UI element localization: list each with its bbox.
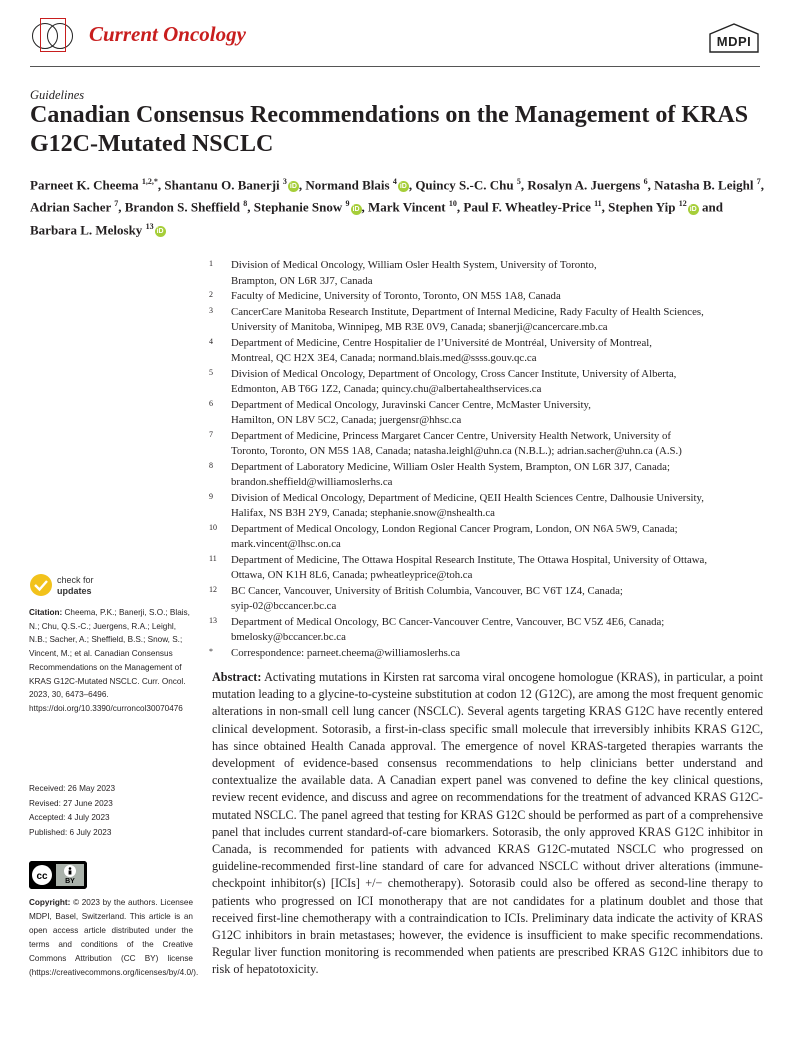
abstract-label: Abstract: [212, 670, 262, 684]
affiliation-line: Department of Laboratory Medicine, William Osler Health System, Brampton, ON L6R 3J7, Canada; [231, 460, 670, 473]
check-label-bottom: updates [57, 586, 92, 596]
affiliation-item [209, 258, 769, 289]
affiliation-line: Edmonton, AB T6G 1Z2, Canada; quincy.chu@albertahealthservices.ca [231, 383, 542, 395]
citation-label: Citation: [29, 608, 63, 617]
affiliation-number: 12 [209, 584, 217, 594]
affiliation-item [209, 398, 769, 429]
abstract-body: Activating mutations in Kirsten rat sarcoma viral oncogene homologue (KRAS), in particular, a point mutation leading to a glycine-to-cysteine substitution at codon 12 (G12C), are among the most frequent genomic alterations in non-small cell lung cancer (NSCLC). Several agents targeting KRAS G12C have recently entered clinical development. Sotorasib, a first-in-class specific small molecule that irreversibly inhibits KRAS G12C, has since obtained Health Canada approval. The emergence of novel KRAS-targeted therapies warrants the development of evidence-based consensus recommendations to help clinicians better understand and contextualize the available data. A Canadian expert panel was convened to define the key clinical questions, review recent evidence, and discuss and agree on recommendations for the treatment of advanced KRAS G12C-mutated NSCLC. The panel agreed that testing for KRAS G12C should be performed as part of a comprehensive panel that includes current standard-of-care biomarkers. Sotorasib, the only approved KRAS G12C inhibitor in Canada, is recommended for patients with advanced KRAS G12C-mutated NSCLC who progressed on guideline-recommended first-line standard of care for advanced NSCLC without driver alterations (immune-checkpoint inhibitor(s) [ICIs] +/− chemotherapy). Sotorasib could also be offered as second-line therapy to patients who progressed on ICI monotherapy that are not candidates for a platinum doublet and those that received first-line chemotherapy with a contraindication to ICIs. Preliminary data indicate the activity of KRAS G12C inhibitors in brain metastases; however, the evidence is insufficient to make specific recommendations. Regular liver function monitoring is recommended when patients are prescribed KRAS G12C inhibitors due to risk of hepatotoxicity. [212, 670, 763, 977]
affiliations [209, 258, 769, 661]
affiliation-item [209, 460, 769, 491]
author-affiliation-marker: 8 [243, 199, 248, 209]
cc-by-label: BY [65, 878, 75, 885]
orcid-icon[interactable]: iD [399, 183, 407, 191]
affiliation-line: Montreal, QC H2X 3E4, Canada; normand.blais.med@ssss.gouv.qc.ca [231, 352, 537, 364]
affiliation-number: 1 [209, 259, 213, 268]
affiliation-number: * [209, 646, 213, 656]
header-divider [30, 66, 760, 67]
author-name[interactable]: Adrian Sacher [30, 199, 112, 215]
affiliation-number: 11 [209, 553, 217, 563]
affiliation-item [209, 429, 769, 460]
author-list [30, 172, 770, 239]
affiliation-line: Department of Medicine, Princess Margaret Cancer Centre, University Health Network, University of [231, 429, 671, 442]
copyright-text: © 2023 by the authors. Licensee MDPI, Basel, Switzerland. This article is an open access article distributed under the terms and conditions of the Creative Commons Attribution (CC BY) license (https://creativecommons.org/licenses/by/4.0/). [29, 898, 199, 978]
affiliation-number: 7 [209, 429, 213, 439]
author-affiliation-marker: 12 [678, 199, 687, 209]
affiliation-line: Brampton, ON L6R 3J7, Canada [231, 274, 373, 287]
author-name[interactable]: Shantanu O. Banerji [164, 177, 280, 193]
affiliation-line: BC Cancer, Vancouver, University of British Columbia, Vancouver, BC V6T 1Z4, Canada; [231, 584, 623, 597]
mdpi-logo-label: MDPI [716, 34, 752, 49]
author-name[interactable]: Mark Vincent [368, 199, 446, 215]
author-separator: , [298, 177, 306, 193]
author-name[interactable]: Brandon S. Sheffield [124, 199, 240, 215]
author-affiliation-marker: 6 [643, 177, 648, 186]
author-affiliation-marker: 13 [145, 221, 154, 231]
orcid-icon[interactable]: iD [689, 205, 697, 213]
author-affiliation-marker: 9 [345, 199, 350, 209]
affiliation-line: Division of Medical Oncology, Department of Medicine, QEII Health Sciences Centre, Dalhousie University, [231, 491, 704, 504]
affiliation-number: 13 [209, 615, 217, 625]
author-affiliation-marker: 7 [756, 177, 761, 186]
author-affiliation-marker: 5 [516, 177, 521, 186]
affiliation-number: 10 [209, 522, 217, 532]
author-name[interactable]: Paul F. Wheatley-Price [463, 199, 591, 215]
mdpi-logo[interactable] [706, 22, 762, 56]
citation-block [29, 606, 193, 716]
author-affiliation-marker: 4 [392, 177, 397, 186]
received-date: Received: 26 May 2023 [29, 784, 116, 793]
orcid-icon[interactable]: iD [289, 183, 297, 191]
check-for-updates-icon [29, 573, 53, 597]
affiliation-line: brandon.sheffield@williamoslerhs.ca [231, 476, 393, 488]
affiliation-item [209, 289, 769, 305]
author-affiliation-marker: 3 [282, 177, 287, 186]
author-affiliation-marker: 11 [594, 199, 602, 209]
orcid-icon[interactable]: iD [156, 227, 164, 235]
author-affiliation-marker: 10 [448, 199, 457, 209]
affiliation-line: University of Manitoba, Winnipeg, MB R3E 0V9, Canada; sbanerji@cancercare.mb.ca [231, 321, 608, 333]
author-name[interactable]: Barbara L. Melosky [30, 221, 143, 237]
affiliation-number: 2 [209, 290, 213, 299]
affiliation-line: Correspondence: parneet.cheema@williamoslerhs.ca [231, 646, 461, 659]
copyright-block [29, 896, 199, 981]
affiliation-line: Department of Medical Oncology, London Regional Cancer Program, London, ON N6A 5W9, Canada; [231, 522, 678, 535]
accepted-date: Accepted: 4 July 2023 [29, 813, 110, 822]
author-separator: , [647, 177, 655, 193]
author-name[interactable]: Stephanie Snow [253, 199, 343, 215]
affiliation-line: Toronto, Toronto, ON M5S 1A8, Canada; natasha.leighl@uhn.ca (N.B.L.); adrian.sacher@uhn.ca (A.S.) [231, 445, 682, 457]
affiliation-item [209, 367, 769, 398]
affiliation-line: Department of Medical Oncology, Juravinski Cancer Centre, McMaster University, [231, 398, 591, 411]
author-separator: , [456, 199, 464, 215]
affiliation-number: 6 [209, 398, 213, 408]
cc-by-license-badge[interactable] [29, 861, 87, 889]
author-separator: , [118, 199, 125, 215]
article-title: Canadian Consensus Recommendations on the Management of KRAS G12C-Mutated NSCLC [30, 102, 749, 157]
affiliation-number: 4 [209, 336, 213, 346]
affiliation-line: Ottawa, ON K1H 8L6, Canada; pwheatleyprice@toh.ca [231, 569, 473, 581]
affiliation-item [209, 553, 769, 584]
author-separator: , [520, 177, 528, 193]
author-name[interactable]: Parneet K. Cheema [30, 177, 139, 193]
published-date: Published: 6 July 2023 [29, 827, 112, 837]
author-separator: , [601, 199, 609, 215]
revised-date: Revised: 27 June 2023 [29, 798, 113, 808]
author-separator: , [361, 199, 368, 215]
affiliation-number: 8 [209, 460, 213, 470]
affiliation-line: Department of Medicine, The Ottawa Hospital Research Institute, The Ottawa Hospital, University of Ottawa, [231, 553, 708, 566]
check-for-updates-button[interactable] [29, 573, 149, 603]
affiliation-line: Department of Medicine, Centre Hospitalier de l’Université de Montréal, University of Montreal, [231, 336, 652, 349]
check-label-top: check for [57, 575, 94, 585]
affiliation-item [209, 491, 769, 522]
article-type: Guidelines [30, 88, 85, 102]
journal-logo [30, 18, 76, 54]
affiliation-item [209, 615, 769, 646]
journal-name[interactable]: Current Oncology [89, 22, 246, 46]
affiliation-item [209, 336, 769, 367]
affiliation-line: Halifax, NS B3H 2Y9, Canada; stephanie.snow@nshealth.ca [231, 507, 495, 519]
affiliation-item [209, 522, 769, 553]
affiliation-line: Division of Medical Oncology, Department of Oncology, Cross Cancer Institute, University of Alberta, [231, 367, 677, 380]
affiliation-item [209, 646, 769, 662]
citation-text: Cheema, P.K.; Banerji, S.O.; Blais, N.; Chu, Q.S.-C.; Juergens, R.A.; Leighl, N.B.; Sacher, A.; Sheffield, B.S.; Snow, S.; Vincent, M.; et al. Canadian Consensus Recommendations on the Management of KRAS G12C-Mutated NSCLC. Curr. Oncol. 2023, 30, 6473–6496. https://doi.org/10.3390/curroncol30070476 [29, 608, 190, 713]
author-name[interactable]: Natasha B. Leighl [654, 177, 754, 193]
abstract [212, 669, 763, 979]
author-affiliation-marker: 1,2,* [141, 177, 158, 186]
author-name[interactable]: Quincy S.-C. Chu [415, 177, 514, 193]
affiliation-line: bmelosky@bccancer.bc.ca [231, 631, 346, 643]
affiliation-number: 5 [209, 367, 213, 377]
affiliation-line: Division of Medical Oncology, William Osler Health System, University of Toronto, [231, 259, 597, 271]
affiliation-line: syip-02@bccancer.bc.ca [231, 600, 337, 612]
author-name[interactable]: Stephen Yip [608, 199, 676, 215]
affiliation-item [209, 305, 769, 336]
copyright-label: Copyright: [29, 898, 71, 907]
author-separator: , [157, 177, 165, 193]
affiliation-item [209, 584, 769, 615]
affiliation-line: Faculty of Medicine, University of Toronto, Toronto, ON M5S 1A8, Canada [231, 290, 561, 302]
author-separator: , [408, 177, 416, 193]
author-separator: and [698, 199, 723, 215]
author-name[interactable]: Rosalyn A. Juergens [527, 177, 641, 193]
orcid-icon[interactable]: iD [352, 205, 360, 213]
author-separator: , [760, 177, 764, 193]
svg-text:cc: cc [36, 871, 48, 882]
affiliation-line: Hamilton, ON L8V 5C2, Canada; juergensr@hhsc.ca [231, 414, 462, 426]
logo-frame [40, 18, 66, 52]
affiliation-number: 9 [209, 491, 213, 501]
author-name[interactable]: Normand Blais [305, 177, 390, 193]
author-separator: , [247, 199, 254, 215]
affiliation-line: mark.vincent@lhsc.on.ca [231, 538, 341, 550]
dates-block [29, 782, 193, 840]
affiliation-line: Department of Medical Oncology, BC Cancer-Vancouver Centre, Vancouver, BC V5Z 4E6, Canada; [231, 615, 665, 628]
affiliation-line: CancerCare Manitoba Research Institute, Department of Internal Medicine, Rady Faculty of Health Sciences, [231, 305, 704, 318]
author-affiliation-marker: 7 [114, 199, 119, 209]
affiliation-number: 3 [209, 305, 213, 315]
